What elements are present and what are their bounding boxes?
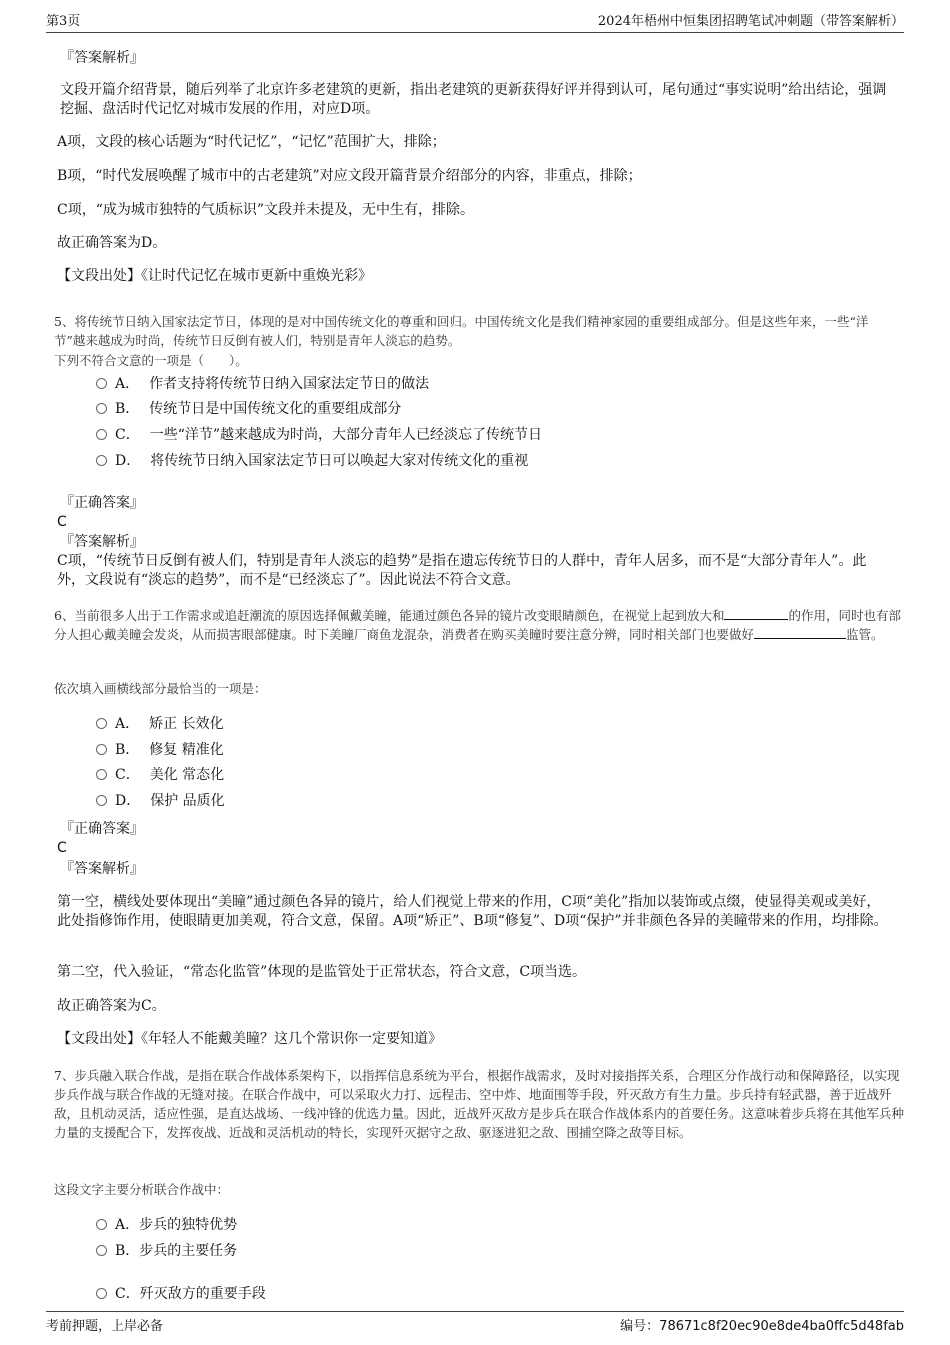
fill-blank-1 [724,606,788,620]
radio-icon[interactable] [96,795,107,806]
radio-icon[interactable] [96,429,107,440]
q5-analysis-label: 『答案解析』 [60,534,144,550]
radio-icon[interactable] [96,718,107,729]
q5-option-c[interactable]: C． 一些“洋节”越来越成为时尚，大部分青年人已经淡忘了传统节日 [96,425,542,445]
radio-icon[interactable] [96,1219,107,1230]
q6-source: 【文段出处】《年轻人不能戴美瞳？这几个常识你一定要知道》 [57,1031,442,1047]
q6-analysis-label: 『答案解析』 [60,861,144,877]
radio-icon[interactable] [96,455,107,466]
document-title: 2024年梧州中恒集团招聘笔试冲刺题（带答案解析） [597,14,904,29]
q4-option-c-explanation: C项，“成为城市独特的气质标识”文段并未提及，无中生有，排除。 [57,202,475,218]
q6-question: 依次填入画横线部分最恰当的一项是： [54,681,267,696]
q5-answer: C [57,514,67,530]
document-code: 编号：78671c8f20ec90e8de4ba0ffc5d48fab [620,1319,904,1334]
q6-option-c[interactable]: C． 美化 常态化 [96,765,224,785]
radio-icon[interactable] [96,1245,107,1256]
q7-option-a[interactable]: A．步兵的独特优势 [96,1215,237,1235]
q5-answer-label: 『正确答案』 [60,495,144,511]
q5-question: 下列不符合文意的一项是（ ）。 [54,353,248,368]
q5-option-a[interactable]: A． 作者支持将传统节日纳入国家法定节日的做法 [96,374,429,394]
q6-answer-label: 『正确答案』 [60,821,144,837]
q5-analysis: C项，“传统节日反倒有被人们，特别是青年人淡忘的趋势”是指在遗忘传统节日的人群中，青年人居多，而不是“大部分青年人”。此外，文段说有“淡忘的趋势”，而不是“已经淡忘了”。因此说法不符合文意。 [57,553,867,588]
q4-option-a-explanation: A项，文段的核心话题为“时代记忆”，“记忆”范围扩大，排除； [57,134,446,150]
q5-option-d[interactable]: D． 将传统节日纳入国家法定节日可以唤起大家对传统文化的重视 [96,451,528,471]
page-number: 第3页 [46,14,81,29]
q6-analysis-first-blank: 第一空，横线处要体现出“美瞳”通过颜色各异的镜片，给人们视觉上带来的作用，C项“美化”指加以装饰或点缀，使显得美观或美好，此处指修饰作用，使眼睛更加美观，符合文意，保留。A项“矫正”、B项“修复”、D项“保护”并非颜色各异的美瞳带来的作用，均排除。 [57,894,888,929]
q4-option-b-explanation: B项，“时代发展唤醒了城市中的古老建筑”对应文段开篇背景介绍部分的内容，非重点，排除； [57,168,642,184]
q6-option-d[interactable]: D． 保护 品质化 [96,791,225,811]
q6-stem: 6、当前很多人出于工作需求或追赶潮流的原因选择佩戴美瞳，能通过颜色各异的镜片改变眼睛颜色，在视觉上起到放大和 的作用，同时也有部分人担心戴美瞳会发炎，从而损害眼部健康。时下美瞳厂商鱼龙混杂，消费者在购买美瞳时要注意分辨，同时相关部门也要做好 监管。 [54,608,901,642]
q7-option-b[interactable]: B．步兵的主要任务 [96,1241,237,1261]
q6-option-a[interactable]: A． 矫正 长效化 [96,714,224,734]
q5-stem: 5、将传统节日纳入国家法定节日，体现的是对中国传统文化的尊重和回归。中国传统文化是我们精神家园的重要组成部分。但是这些年来，一些“洋节”越来越成为时尚，传统节日反倒有被人们，特别是青年人淡忘的趋势。 [54,314,869,348]
q4-source: 【文段出处】《让时代记忆在城市更新中重焕光彩》 [57,268,372,284]
radio-icon[interactable] [96,403,107,414]
q5-option-b[interactable]: B． 传统节日是中国传统文化的重要组成部分 [96,399,401,419]
q7-option-c[interactable]: C．歼灭敌方的重要手段 [96,1284,266,1304]
radio-icon[interactable] [96,1288,107,1299]
q4-analysis-text: 文段开篇介绍背景，随后列举了北京许多老建筑的更新，指出老建筑的更新获得好评并得到认可，尾句通过“事实说明”给出结论，强调挖掘、盘活时代记忆对城市发展的作用，对应D项。 [60,82,887,117]
radio-icon[interactable] [96,744,107,755]
q4-conclusion: 故正确答案为D。 [57,235,167,251]
page-footer [46,1311,904,1336]
q6-answer: C [57,840,67,856]
q6-option-b[interactable]: B． 修复 精准化 [96,740,224,760]
radio-icon[interactable] [96,378,107,389]
q6-conclusion: 故正确答案为C。 [57,998,166,1014]
q6-analysis-second-blank: 第二空，代入验证，“常态化监管”体现的是监管处于正常状态，符合文意，C项当选。 [57,964,587,980]
footer-slogan: 考前押题，上岸必备 [46,1319,164,1334]
radio-icon[interactable] [96,769,107,780]
page-header [46,12,904,33]
fill-blank-2 [754,625,846,639]
q7-stem: 7、步兵融入联合作战，是指在联合作战体系架构下，以指挥信息系统为平台，根据作战需求，及时对接指挥关系，合理区分作战行动和保障路径，以实现步兵作战与联合作战的无缝对接。在联合作战中，可以采取火力打、远程击、空中炸、地面围等手段，歼灭敌方有生力量。步兵持有轻武器，善于近战歼敌，且机动灵活，适应性强，是直达战场、一线冲锋的优选力量。因此，近战歼灭敌方是步兵在联合作战体系内的首要任务。这意味着步兵将在其他军兵种力量的支援配合下，发挥夜战、近战和灵活机动的特长，实现歼灭据守之敌、驱逐进犯之敌、围捕空降之敌等目标。 [54,1068,905,1140]
q4-analysis-label: 『答案解析』 [60,50,144,66]
q7-question: 这段文字主要分析联合作战中： [54,1182,230,1197]
